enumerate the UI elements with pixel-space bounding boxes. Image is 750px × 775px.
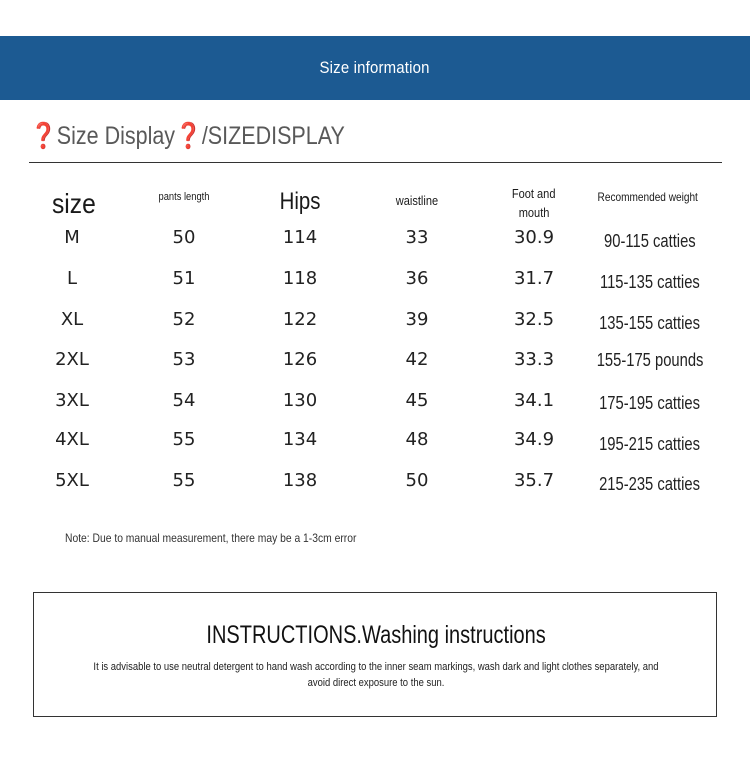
instructions-title: INSTRUCTIONS.Washing instructions <box>206 621 546 649</box>
cell-pants-length: 55 <box>172 470 196 491</box>
cell-weight: 90-115 catties <box>604 231 696 251</box>
section-heading: ❓Size Display❓/SIZEDISPLAY <box>30 122 345 150</box>
cell-waistline: 45 <box>405 390 429 411</box>
cell-hips: 122 <box>282 309 318 330</box>
header-size: size <box>52 188 96 219</box>
header-pants-length: pants length <box>158 191 210 203</box>
cell-foot-mouth: 33.3 <box>513 349 555 370</box>
instructions-box <box>33 592 717 717</box>
header-recommended-weight: Recommended weight <box>597 190 699 204</box>
cell-foot-mouth: 30.9 <box>513 227 555 248</box>
cell-foot-mouth: 31.7 <box>513 268 555 289</box>
cell-size: XL <box>60 309 84 330</box>
cell-foot-mouth: 34.9 <box>513 429 555 450</box>
cell-waistline: 39 <box>405 309 429 330</box>
cell-foot-mouth: 35.7 <box>513 470 555 491</box>
cell-pants-length: 50 <box>172 227 196 248</box>
cell-weight: 115-135 catties <box>600 272 700 292</box>
cell-hips: 130 <box>282 390 318 411</box>
cell-weight: 155-175 pounds <box>596 350 704 370</box>
cell-waistline: 42 <box>405 349 429 370</box>
banner-title: Size information <box>319 58 431 77</box>
instructions-text: It is advisable to use neutral detergent to hand wash according to the inner seam markings, wash dark and light clothes separately, and avoid direct exposure to the sun. <box>93 661 659 689</box>
cell-foot-mouth: 32.5 <box>513 309 555 330</box>
cell-pants-length: 54 <box>172 390 196 411</box>
cell-waistline: 36 <box>405 268 429 289</box>
measurement-note: Note: Due to manual measurement, there may be a 1-3cm error <box>65 531 357 545</box>
header-hips: Hips <box>279 188 321 215</box>
cell-pants-length: 55 <box>172 429 196 450</box>
cell-size: 5XL <box>55 470 89 491</box>
cell-waistline: 50 <box>405 470 429 491</box>
cell-foot-mouth: 34.1 <box>513 390 555 411</box>
heading-divider <box>29 162 722 163</box>
cell-weight: 175-195 catties <box>599 393 701 413</box>
cell-waistline: 33 <box>405 227 429 248</box>
cell-size: 2XL <box>55 349 89 370</box>
cell-size: 3XL <box>55 390 89 411</box>
cell-weight: 135-155 catties <box>599 313 701 333</box>
cell-waistline: 48 <box>405 429 429 450</box>
header-foot-mouth: Foot and mouth <box>512 186 556 220</box>
cell-hips: 134 <box>282 429 318 450</box>
cell-hips: 138 <box>282 470 318 491</box>
cell-size: 4XL <box>55 429 89 450</box>
cell-size: L <box>66 268 78 289</box>
cell-pants-length: 52 <box>172 309 196 330</box>
cell-weight: 215-235 catties <box>599 474 701 494</box>
header-banner <box>0 36 750 100</box>
cell-pants-length: 53 <box>172 349 196 370</box>
cell-hips: 114 <box>282 227 318 248</box>
header-waistline: waistline <box>395 193 439 208</box>
cell-pants-length: 51 <box>172 268 196 289</box>
cell-weight: 195-215 catties <box>599 434 701 454</box>
cell-hips: 118 <box>282 268 318 289</box>
cell-hips: 126 <box>282 349 318 370</box>
cell-size: M <box>64 227 80 248</box>
